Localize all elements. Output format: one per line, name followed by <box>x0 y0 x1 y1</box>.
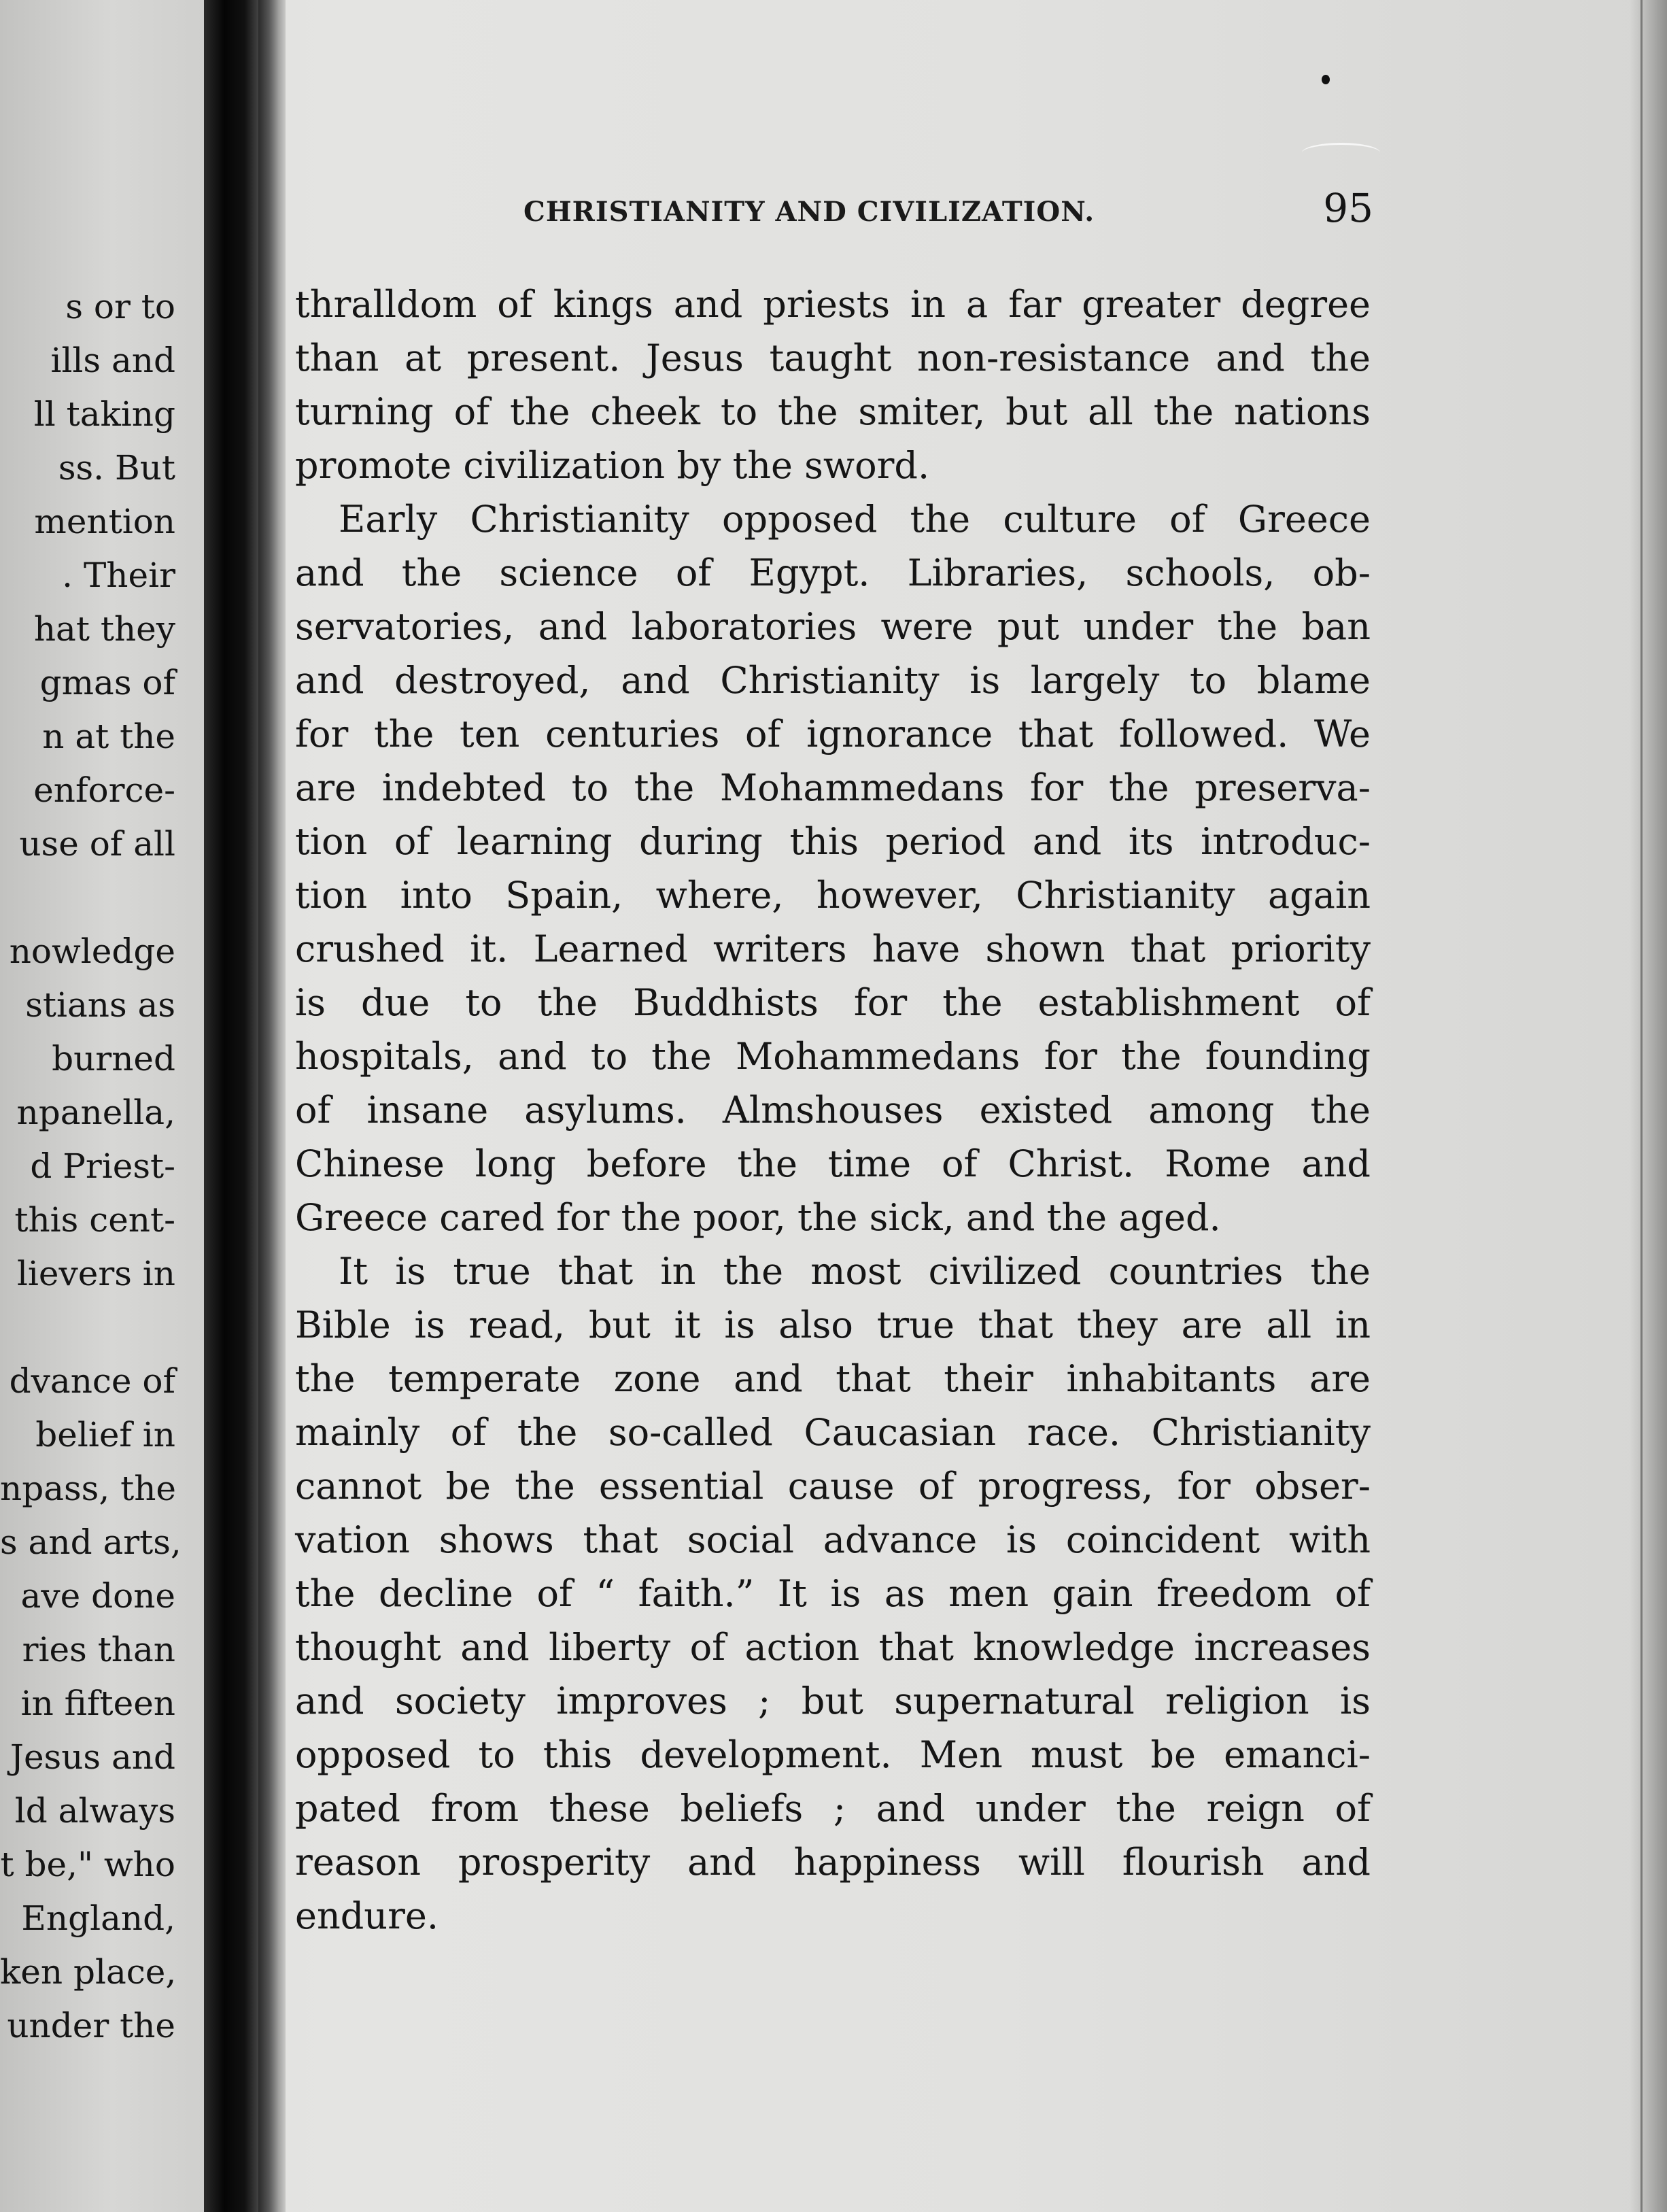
text-line: thought and liberty of action that knowledge increases <box>295 1626 1371 1669</box>
left-page-line: ll taking <box>33 394 175 434</box>
left-page-line: Jesus and <box>10 1737 175 1777</box>
text-line: reason prosperity and happiness will flourish and <box>295 1841 1371 1884</box>
left-page-line: ld always <box>14 1791 175 1831</box>
text-line: servatories, and laboratories were put under the ban <box>295 605 1371 648</box>
left-page-line: nowledge <box>9 932 175 971</box>
left-page-text-fragments <box>0 280 204 2053</box>
text-line: of insane asylums. Almshouses existed among the <box>295 1089 1371 1131</box>
text-line: is due to the Buddhists for the establishment of <box>295 981 1371 1024</box>
text-line: opposed to this development. Men must be emanci- <box>295 1733 1371 1776</box>
text-line: crushed it. Learned writers have shown that priority <box>295 928 1371 970</box>
left-page-line: . Their <box>62 556 175 595</box>
left-page-line: under the <box>7 2006 175 2045</box>
text-line: the decline of “ faith.” It is as men gain freedom of <box>295 1572 1371 1615</box>
page-right-edge <box>1630 0 1667 2212</box>
left-page-line: belief in <box>35 1415 175 1454</box>
left-page-line: t be," who <box>0 1845 175 1884</box>
left-page-blank-line <box>0 871 204 925</box>
left-page-line: gmas of <box>39 663 175 702</box>
text-line: than at present. Jesus taught non-resistance and the <box>295 337 1371 379</box>
page-edge-line <box>1640 0 1643 2212</box>
left-page-line: d Priest- <box>30 1146 175 1186</box>
text-line: tion into Spain, where, however, Christianity again <box>295 874 1371 917</box>
left-page-line: ave done <box>20 1576 175 1616</box>
left-page-line: dvance of <box>9 1361 175 1401</box>
left-page-line: npanella, <box>16 1093 175 1132</box>
left-page-line: ken place, <box>0 1952 177 1992</box>
text-line: and the science of Egypt. Libraries, schools, ob- <box>295 551 1371 594</box>
page-number: 95 <box>1323 185 1373 231</box>
running-head-title: CHRISTIANITY AND CIVILIZATION. <box>523 196 1095 228</box>
left-page-line: burned <box>52 1039 175 1078</box>
left-page-line: hat they <box>33 609 175 649</box>
text-line: and society improves ; but supernatural religion is <box>295 1680 1371 1722</box>
text-line: Early Christianity opposed the culture of Greece <box>339 498 1371 541</box>
text-line: promote civilization by the sword. <box>295 444 930 487</box>
left-page-line: enforce- <box>33 770 175 810</box>
left-page-line: England, <box>21 1899 175 1938</box>
left-page-line: lievers in <box>16 1254 175 1293</box>
paragraph <box>295 492 1371 1244</box>
left-page-line: stians as <box>25 985 175 1025</box>
text-line: mainly of the so-called Caucasian race. Christianity <box>295 1411 1371 1454</box>
ink-speck <box>1322 75 1330 84</box>
paragraph <box>295 277 1371 492</box>
text-line: Bible is read, but it is also true that they are all in <box>295 1304 1371 1346</box>
text-line: cannot be the essential cause of progress, for obser- <box>295 1465 1371 1508</box>
left-page-line: use of all <box>19 824 175 864</box>
left-page-line: ss. But <box>58 448 175 488</box>
left-page-line: in fifteen <box>20 1684 175 1723</box>
left-page-line: this cent- <box>14 1200 175 1240</box>
left-page-line: mention <box>34 502 175 541</box>
text-line: thralldom of kings and priests in a far greater degree <box>295 283 1371 326</box>
text-line: for the ten centuries of ignorance that followed. We <box>295 713 1371 755</box>
left-page-line: npass, the <box>0 1469 177 1508</box>
text-line: endure. <box>295 1894 439 1937</box>
left-page-line: ries than <box>22 1630 175 1669</box>
text-line: Greece cared for the poor, the sick, and the aged. <box>295 1196 1221 1239</box>
running-head <box>523 185 1373 238</box>
text-line: tion of learning during this period and its introduc- <box>295 820 1371 863</box>
page-body-text <box>295 277 1371 1943</box>
scan-scratch-mark <box>1302 143 1380 163</box>
text-line: are indebted to the Mohammedans for the preserva- <box>295 766 1371 809</box>
text-line: pated from these beliefs ; and under the reign of <box>295 1787 1371 1830</box>
text-line: and destroyed, and Christianity is largely to blame <box>295 659 1371 702</box>
left-page-line: n at the <box>42 717 175 756</box>
left-page-line: s or to <box>65 287 175 326</box>
left-page-line: s and arts, <box>0 1522 182 1562</box>
text-line: hospitals, and to the Mohammedans for the founding <box>295 1035 1371 1078</box>
left-page-line: ills and <box>50 341 175 380</box>
text-line: Chinese long before the time of Christ. Rome and <box>295 1142 1371 1185</box>
paragraph <box>295 1244 1371 1943</box>
left-page-blank-line <box>0 1301 204 1355</box>
text-line: vation shows that social advance is coincident with <box>295 1518 1371 1561</box>
left-facing-page <box>0 0 204 2212</box>
text-line: It is true that in the most civilized countries the <box>339 1250 1371 1293</box>
text-line: turning of the cheek to the smiter, but all the nations <box>295 390 1371 433</box>
gutter-edge-shadow <box>258 0 279 2212</box>
text-line: the temperate zone and that their inhabitants are <box>295 1357 1371 1400</box>
